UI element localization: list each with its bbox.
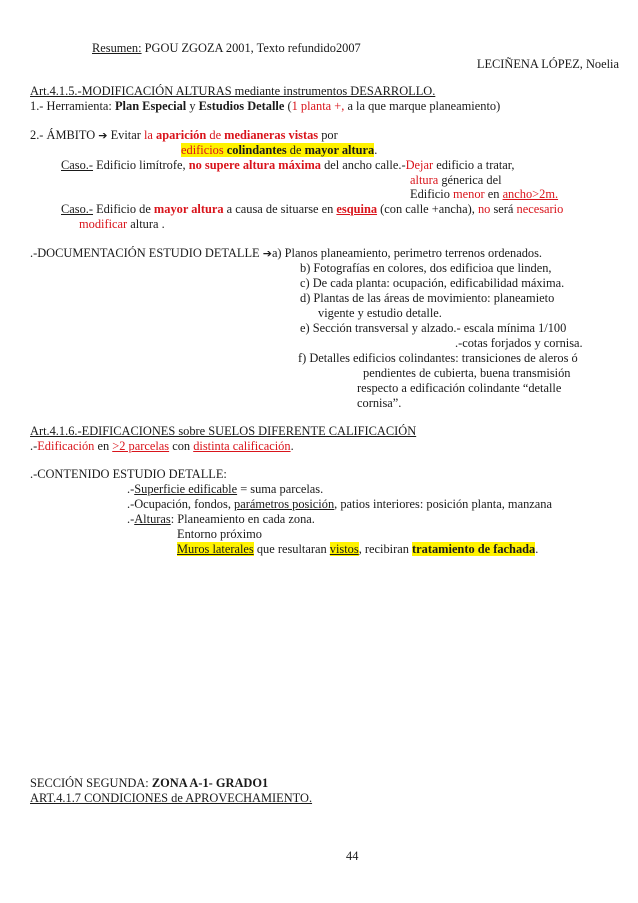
text: SECCIÓN SEGUNDA: [30, 776, 152, 790]
no-supere: no supere altura máxima [188, 158, 321, 172]
doc-item-d-cont: vigente y estudio detalle. [318, 306, 442, 320]
doc-item-f-cont: respecto a edificación colindante “detalle [357, 381, 562, 395]
text: Edificio limítrofe, [93, 158, 189, 172]
medianeras-vistas: medianeras vistas [224, 128, 319, 142]
text: , patios interiores: posición planta, manzana [334, 497, 552, 511]
caso-1-line-2 [410, 173, 502, 188]
text: edificio a tratar, [433, 158, 515, 172]
text: .- [127, 482, 135, 496]
contenido-title: .-CONTENIDO ESTUDIO DETALLE: [30, 467, 227, 481]
art-4-1-5-title: Art.4.1.5.-MODIFICACIÓN ALTURAS mediante instrumentos DESARROLLO. [30, 84, 436, 98]
doc-item-b: b) Fotografías en colores, dos edificioa que linden, [300, 261, 552, 275]
caso-label: Caso.- [61, 158, 94, 172]
text: en [94, 439, 113, 453]
header-author: LECIÑENA LÓPEZ, Noelia [476, 57, 619, 71]
text: en [484, 187, 503, 201]
zona-a1: ZONA A-1- GRADO1 [151, 776, 269, 790]
necesario: necesario [516, 202, 564, 216]
page-number: 44 [346, 849, 359, 863]
doc-item-a: a) Planos planeamiento, perimetro terrenos ordenados. [271, 246, 543, 260]
vistos: vistos [329, 542, 359, 556]
muros-laterales-line [177, 542, 538, 557]
art-4-1-6-title: Art.4.1.6.-EDIFICACIONES sobre SUELOS DIFERENTE CALIFICACIÓN [30, 424, 417, 438]
text: Evitar [107, 128, 144, 142]
caso-1-line [61, 158, 515, 173]
muros-laterales: Muros laterales [177, 542, 254, 556]
mayor-altura-2: mayor altura [153, 202, 224, 216]
edificacion: Edificación [37, 439, 95, 453]
caso-2-line-2 [79, 217, 165, 232]
text: Edificio de [93, 202, 154, 216]
planta-plus: 1 planta +, [291, 99, 345, 113]
text: que resultaran [253, 542, 330, 556]
caso-2-line [61, 202, 563, 217]
text: 1.- Herramienta: [30, 99, 115, 113]
entorno-proximo: Entorno próximo [177, 527, 263, 541]
distinta-calificacion: distinta calificación [193, 439, 291, 453]
edificios: edificios [181, 143, 224, 157]
mayor-altura: mayor altura [304, 143, 375, 157]
doc-item-e: e) Sección transversal y alzado.- escala mínima 1/100 [300, 321, 567, 335]
documentacion-line [30, 246, 542, 261]
estudios-detalle: Estudios Detalle [198, 99, 285, 113]
contenido-item-1 [127, 482, 323, 497]
doc-item-f-cont: cornisa”. [357, 396, 402, 410]
text: , recibiran [358, 542, 413, 556]
plan-especial: Plan Especial [114, 99, 187, 113]
colindantes: colindantes [226, 143, 287, 157]
resumen-text: PGOU ZGOZA 2001, Texto refundido2007 [141, 41, 361, 55]
text: (con calle +ancha), [377, 202, 478, 216]
text: de [286, 143, 305, 157]
parcelas: >2 parcelas [112, 439, 170, 453]
ancho: ancho>2m. [502, 187, 559, 201]
dejar: Dejar [405, 158, 434, 172]
doc-item-d: d) Plantas de las áreas de movimiento: planeamieto [300, 291, 555, 305]
modificar: modificar [79, 217, 128, 231]
doc-item-c: c) De cada planta: ocupación, edificabilidad máxima. [300, 276, 565, 290]
text: ( [284, 99, 292, 113]
text: 2.- ÁMBITO [30, 128, 99, 142]
arrow-right-icon: ➔ [262, 247, 272, 260]
text: .-Ocupación, fondos, [127, 497, 235, 511]
contenido-item-3 [127, 512, 315, 527]
ambito-line-2 [181, 143, 377, 158]
text: a causa de situarse en [223, 202, 337, 216]
text: con [169, 439, 194, 453]
text: = suma parcelas. [237, 482, 324, 496]
text: : Planeamiento en cada zona. [170, 512, 315, 526]
esquina: esquina [336, 202, 378, 216]
doc-item-e-cont: .-cotas forjados y cornisa. [455, 336, 583, 350]
caso-label: Caso.- [61, 202, 94, 216]
arrow-right-icon: ➔ [98, 129, 108, 142]
text: será [490, 202, 517, 216]
text: por [318, 128, 338, 142]
text: . [535, 542, 539, 556]
resumen-label: Resumen: [92, 41, 142, 55]
text: de [206, 128, 225, 142]
aparicion: aparición [156, 128, 207, 142]
text: altura . [127, 217, 165, 231]
altura: altura [410, 173, 439, 187]
text: . [374, 143, 378, 157]
caso-1-line-3 [410, 187, 558, 202]
text: del ancho calle.- [320, 158, 406, 172]
contenido-item-2 [127, 497, 552, 512]
text: y [186, 99, 199, 113]
text: a la que marque planeamiento) [344, 99, 501, 113]
doc-item-f-cont: pendientes de cubierta, buena transmisión [363, 366, 571, 380]
herramienta-line [30, 99, 500, 114]
text: . [290, 439, 294, 453]
text: génerica del [438, 173, 502, 187]
seccion-segunda [30, 776, 268, 791]
text: la [143, 128, 157, 142]
no: no [477, 202, 491, 216]
parametros-posicion: parámetros posición [234, 497, 335, 511]
alturas: Alturas [134, 512, 171, 526]
art-4-1-7-title: ART.4.1.7 CONDICIONES de APROVECHAMIENTO. [30, 791, 313, 805]
tratamiento-fachada: tratamiento de fachada [412, 542, 536, 556]
ambito-line [30, 128, 338, 143]
text: .- [30, 439, 38, 453]
header-resumen [92, 41, 361, 56]
superficie-edificable: Superficie edificable [134, 482, 238, 496]
text: .- [127, 512, 135, 526]
menor: menor [453, 187, 485, 201]
edificacion-line [30, 439, 294, 454]
doc-item-f: f) Detalles edificios colindantes: transiciones de aleros ó [298, 351, 578, 365]
text: Edificio [410, 187, 454, 201]
text: .-DOCUMENTACIÓN ESTUDIO DETALLE [30, 246, 263, 260]
